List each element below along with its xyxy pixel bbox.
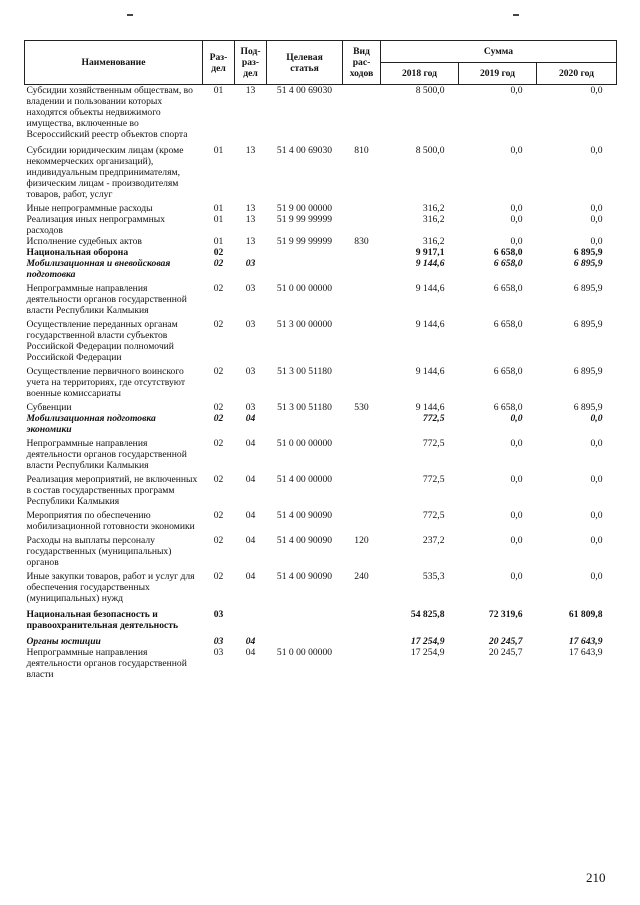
row-name: Мероприятия по обеспечению мобилизационной готовности экономики [26,510,195,532]
row-expense-type [343,413,381,438]
row-sum-2019: 6 658,0 [493,402,523,413]
row-subsection: 03 [245,319,256,330]
row-subsection: 04 [245,636,256,647]
row-subsection: 04 [245,413,256,424]
row-sum-2020: 0,0 [590,510,603,521]
table-row [25,258,617,283]
row-expense-type [343,283,381,319]
row-sum-2018: 9 144,6 [415,283,445,294]
row-expense-type [343,636,381,647]
row-name: Субсидии юридическим лицам (кроме некоммерческих организаций), индивидуальным предпринимателям, физическим лицам - производителям товаров, работ, услуг [26,145,184,200]
row-target [267,636,343,647]
row-sum-2020: 0,0 [590,474,603,485]
row-expense-type [343,203,381,214]
row-sum-2018: 9 144,6 [415,366,445,377]
row-sum-2020: 0,0 [590,145,603,156]
row-name: Национальная оборона [26,247,129,258]
row-subsection: 03 [245,258,256,269]
row-section: 02 [213,319,224,330]
row-sum-2018: 17 254,9 [410,636,445,647]
row-target [267,247,343,258]
row-sum-2018: 535,3 [422,571,445,582]
row-expense-type [343,319,381,366]
row-name: Иные закупки товаров, работ и услуг для обеспечения государственных (муниципальных) нужд [26,571,195,604]
row-sum-2019: 0,0 [510,236,523,247]
row-sum-2019: 0,0 [510,85,523,96]
row-sum-2019: 72 319,6 [488,609,523,620]
row-section: 02 [213,510,224,521]
table-row [25,571,617,609]
row-sum-2019: 20 245,7 [488,636,523,647]
row-expense-type [343,214,381,236]
row-name: Мобилизационная и вневойсковая подготовка [26,258,171,280]
row-sum-2018: 772,5 [422,474,445,485]
row-sum-2019: 0,0 [510,413,523,424]
col-year-2019-header: 2019 год [459,63,537,85]
row-sum-2020: 17 643,9 [568,647,603,658]
row-expense-type [343,510,381,535]
table-row [25,236,617,247]
row-target: 51 4 00 90090 [276,571,333,582]
row-subsection: 04 [245,510,256,521]
row-section: 01 [213,214,224,225]
row-name: Органы юстиции [26,636,101,647]
table-row [25,203,617,214]
scan-mark-right [513,14,519,16]
row-subsection: 04 [245,571,256,582]
row-name: Осуществление первичного воинского учета на территориях, где отсутствуют военные комиссариаты [26,366,186,399]
row-section: 01 [213,145,224,156]
table-row [25,474,617,510]
row-target: 51 0 00 00000 [276,647,333,658]
row-sum-2019: 6 658,0 [493,283,523,294]
row-subsection [235,247,267,258]
row-sum-2019: 20 245,7 [488,647,523,658]
col-year-2020-header: 2020 год [537,63,617,85]
row-target: 51 3 00 51180 [277,366,332,377]
row-expense-type: 830 [354,236,369,247]
row-expense-type [343,647,381,680]
col-section-header: Раз- дел [203,41,235,85]
col-expense-type-header: Вид рас- ходов [343,41,381,85]
row-name: Реализация иных непрограммных расходов [26,214,166,236]
table-row [25,647,617,680]
row-target: 51 4 00 69030 [276,145,333,156]
row-name: Расходы на выплаты персоналу государственных (муниципальных) органов [26,535,172,568]
row-target: 51 4 00 90090 [276,535,333,546]
row-target: 51 3 00 00000 [276,319,333,330]
row-expense-type [343,258,381,283]
scan-mark-left [127,14,133,16]
row-expense-type: 810 [354,145,369,156]
row-target [267,413,343,438]
table-row [25,283,617,319]
row-sum-2018: 316,2 [422,203,445,214]
row-sum-2020: 6 895,9 [573,247,603,258]
row-target: 51 0 00 00000 [276,438,333,449]
row-subsection: 04 [245,474,256,485]
row-subsection: 04 [245,647,256,658]
row-sum-2019: 0,0 [510,438,523,449]
row-expense-type [343,85,381,146]
row-sum-2020: 0,0 [590,236,603,247]
row-expense-type: 530 [354,402,369,413]
row-section: 02 [213,366,224,377]
table-row [25,636,617,647]
row-sum-2018: 9 917,1 [415,247,445,258]
row-section: 02 [213,571,224,582]
row-subsection: 13 [245,145,256,156]
row-sum-2019: 0,0 [510,510,523,521]
row-sum-2019: 0,0 [510,145,523,156]
row-expense-type [343,366,381,402]
row-sum-2020: 0,0 [590,413,603,424]
row-sum-2019: 6 658,0 [493,319,523,330]
row-section: 02 [213,247,224,258]
col-subsection-header: Под- раз- дел [235,41,267,85]
row-name: Осуществление переданных органам государственной власти субъектов Российской Федерации полномочий Российской Федерации [26,319,178,363]
row-name: Субсидии хозяйственным обществам, во владении и пользовании которых находятся объекты недвижимого имущества, включенные во Всероссийский реестр объектов спорта [26,85,193,140]
table-row [25,413,617,438]
row-section: 03 [213,609,224,620]
row-name: Реализация мероприятий, не включенных в состав государственных программ Республики Калмыкия [26,474,198,507]
row-expense-type [343,474,381,510]
table-row [25,609,617,636]
row-target: 51 4 00 69030 [276,85,333,96]
row-name: Исполнение судебных актов [26,236,142,247]
row-name: Непрограммные направления деятельности органов государственной власти Республики Калмыкия [26,438,187,471]
row-target: 51 0 00 00000 [276,283,333,294]
row-sum-2020: 61 809,8 [568,609,603,620]
row-sum-2020: 6 895,9 [573,402,603,413]
row-name: Национальная безопасность и правоохранительная деятельность [26,609,179,631]
row-sum-2020: 6 895,9 [573,366,603,377]
row-subsection: 04 [245,438,256,449]
row-section: 02 [213,535,224,546]
row-target [267,258,343,283]
row-sum-2018: 8 500,0 [415,145,445,156]
row-target [267,609,343,636]
row-sum-2018: 772,5 [422,438,445,449]
row-target: 51 3 00 51180 [277,402,332,413]
col-target-header: Целевая статья [267,41,343,85]
row-expense-type [343,247,381,258]
table-row [25,366,617,402]
row-subsection: 13 [245,236,256,247]
budget-table [24,40,617,680]
table-row [25,535,617,571]
row-expense-type: 240 [354,571,369,582]
table-row [25,247,617,258]
row-section: 02 [213,474,224,485]
table-header [25,41,617,85]
row-section: 02 [213,258,224,269]
row-expense-type [343,438,381,474]
row-target: 51 9 00 00000 [276,203,333,214]
row-target: 51 4 00 90090 [276,510,333,521]
row-section: 01 [213,236,224,247]
row-expense-type: 120 [354,535,369,546]
row-sum-2019: 0,0 [510,214,523,225]
row-name: Иные непрограммные расходы [26,203,153,214]
row-name: Непрограммные направления деятельности органов государственной власти [26,647,187,680]
table-row [25,438,617,474]
row-name: Субвенции [26,402,72,413]
row-subsection: 03 [245,366,256,377]
row-target: 51 4 00 00000 [276,474,333,485]
row-subsection: 03 [245,283,256,294]
table-row [25,402,617,413]
row-sum-2020: 0,0 [590,214,603,225]
row-expense-type [343,609,381,636]
table-row [25,319,617,366]
row-subsection: 13 [245,203,256,214]
row-section: 03 [213,647,224,658]
row-subsection: 04 [245,535,256,546]
row-sum-2019: 0,0 [510,203,523,214]
row-section: 02 [213,283,224,294]
row-sum-2018: 54 825,8 [410,609,445,620]
row-section: 02 [213,402,224,413]
page-number: 210 [586,870,606,885]
row-sum-2020: 0,0 [590,535,603,546]
row-sum-2018: 772,5 [422,510,445,521]
row-sum-2018: 9 144,6 [415,258,445,269]
row-section: 01 [213,85,224,96]
row-name: Непрограммные направления деятельности органов государственной власти Республики Калмыкия [26,283,187,316]
col-sum-header: Сумма [381,41,617,63]
row-sum-2020: 6 895,9 [573,283,603,294]
row-subsection [235,609,267,636]
row-section: 01 [213,203,224,214]
row-sum-2020: 0,0 [590,85,603,96]
row-sum-2020: 6 895,9 [573,319,603,330]
table-body [25,85,617,681]
row-sum-2019: 6 658,0 [493,247,523,258]
row-subsection: 13 [245,85,256,96]
row-sum-2018: 772,5 [422,413,445,424]
row-sum-2018: 9 144,6 [415,402,445,413]
row-subsection: 03 [245,402,256,413]
row-section: 02 [213,438,224,449]
row-sum-2018: 316,2 [422,236,445,247]
row-section: 03 [213,636,224,647]
row-target: 51 9 99 99999 [276,214,333,225]
row-sum-2018: 316,2 [422,214,445,225]
row-sum-2019: 6 658,0 [493,366,523,377]
table-row [25,214,617,236]
table-row [25,510,617,535]
col-name-header: Наименование [25,41,203,85]
row-sum-2018: 9 144,6 [415,319,445,330]
row-sum-2018: 8 500,0 [415,85,445,96]
row-sum-2019: 0,0 [510,535,523,546]
row-section: 02 [213,413,224,424]
row-sum-2018: 237,2 [422,535,445,546]
row-sum-2019: 6 658,0 [493,258,523,269]
row-sum-2019: 0,0 [510,474,523,485]
row-sum-2020: 0,0 [590,203,603,214]
row-sum-2020: 0,0 [590,571,603,582]
table-row [25,145,617,203]
row-sum-2020: 6 895,9 [573,258,603,269]
row-name: Мобилизационная подготовка экономики [26,413,156,435]
col-year-2018-header: 2018 год [381,63,459,85]
row-subsection: 13 [245,214,256,225]
row-sum-2020: 0,0 [590,438,603,449]
row-sum-2018: 17 254,9 [410,647,445,658]
row-sum-2020: 17 643,9 [568,636,603,647]
row-sum-2019: 0,0 [510,571,523,582]
row-target: 51 9 99 99999 [276,236,333,247]
table-row [25,85,617,146]
